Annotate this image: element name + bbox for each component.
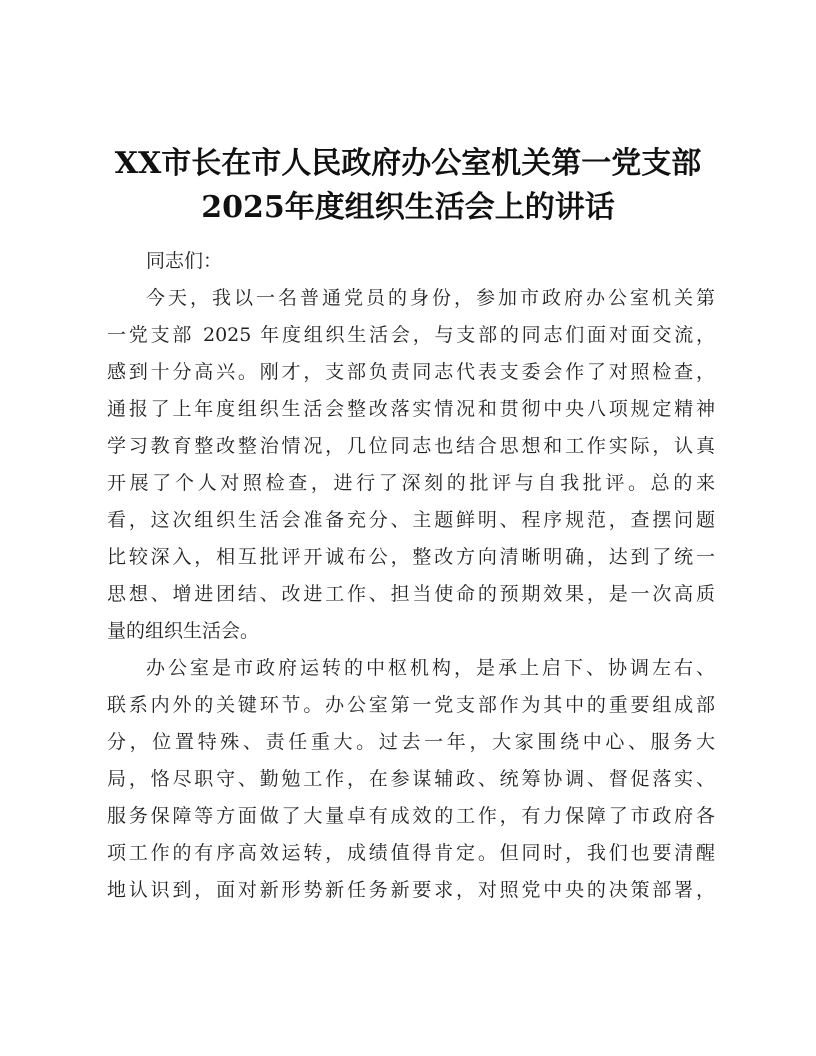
paragraph-1-line: 比较深入，相互批评开诚布公，整改方向清晰明确，达到了统一 xyxy=(107,546,715,568)
document-title-line-2: 2025年度组织生活会上的讲话 xyxy=(201,190,615,225)
paragraph-2-line: 地认识到，面对新形势新任务新要求，对照党中央的决策部署， xyxy=(107,879,715,901)
paragraph-2-line: 局，恪尽职守、勤勉工作，在参谋辅政、统筹协调、督促落实、 xyxy=(107,768,715,790)
paragraph-1-line: 思想、增进团结、改进工作、担当使命的预期效果，是一次高质 xyxy=(107,583,715,605)
paragraph-1-line: 学习教育整改整治情况，几位同志也结合思想和工作实际，认真 xyxy=(107,435,715,457)
paragraph-2-line: 服务保障等方面做了大量卓有成效的工作，有力保障了市政府各 xyxy=(107,805,715,827)
paragraph-2-line: 办公室是市政府运转的中枢机构，是承上启下、协调左右、 xyxy=(146,657,715,679)
paragraph-2-line: 分，位置特殊、责任重大。过去一年，大家围绕中心、服务大 xyxy=(107,731,715,753)
paragraph-1-line: 一党支部 2025 年度组织生活会，与支部的同志们面对面交流， xyxy=(107,324,715,346)
paragraph-2-line: 项工作的有序高效运转，成绩值得肯定。但同时，我们也要清醒 xyxy=(107,842,715,864)
paragraph-2-line: 联系内外的关键环节。办公室第一党支部作为其中的重要组成部 xyxy=(107,694,715,716)
paragraph-1-line: 感到十分高兴。刚才，支部负责同志代表支委会作了对照检查， xyxy=(107,361,715,383)
document-title-line-1: XX市长在市人民政府办公室机关第一党支部 xyxy=(114,146,702,181)
paragraph-1-line: 开展了个人对照检查，进行了深刻的批评与自我批评。总的来 xyxy=(107,472,715,494)
paragraph-1-line: 看，这次组织生活会准备充分、主题鲜明、程序规范，查摆问题 xyxy=(107,509,715,531)
paragraph-1-line: 量的组织生活会。 xyxy=(107,620,260,642)
paragraph-1-line: 今天，我以一名普通党员的身份，参加市政府办公室机关第 xyxy=(146,287,715,309)
paragraph-1-line: 通报了上年度组织生活会整改落实情况和贯彻中央八项规定精神 xyxy=(107,398,715,420)
greeting: 同志们： xyxy=(146,250,223,272)
